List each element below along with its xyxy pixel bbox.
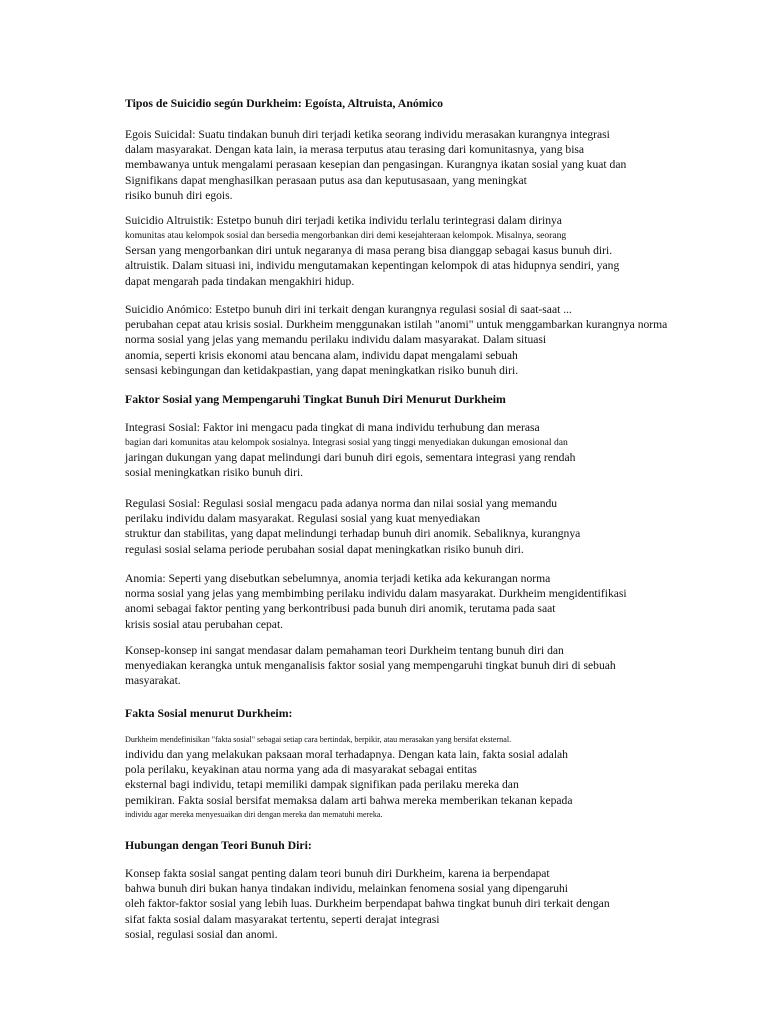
text-line: menyediakan kerangka untuk menganalisis faktor sosial yang mempengaruhi tingkat bunuh diri di sebuah bbox=[125, 659, 616, 673]
paragraph-egois bbox=[125, 127, 705, 203]
text-line: oleh faktor-faktor sosial yang lebih luas. Durkheim berpendapat bahwa tingkat bunuh diri terkait dengan bbox=[125, 897, 610, 911]
paragraph-konsep bbox=[125, 643, 705, 689]
heading-text: Faktor Sosial yang Mempengaruhi Tingkat Bunuh Diri Menurut Durkheim bbox=[125, 392, 506, 406]
text-line: Suicidio Anómico: Estetpo bunuh diri ini terkait dengan kurangnya regulasi sosial di saat-saat ... bbox=[125, 303, 572, 316]
paragraph-altruistik bbox=[125, 213, 705, 289]
text-line: masyarakat. bbox=[125, 674, 181, 688]
text-line: dalam masyarakat. Dengan kata lain, ia merasa terputus atau terasing dari komunitasnya, yang bisa bbox=[125, 143, 585, 157]
paragraph-anomico bbox=[125, 302, 705, 378]
text-line: altruistik. Dalam situasi ini, individu mengutamakan kepentingan kelompok di atas hidupnya sendiri, yang bbox=[125, 259, 620, 273]
section-heading-fakta bbox=[125, 705, 705, 721]
text-line: perubahan cepat atau krisis sosial. Durkheim menggunakan istilah "anomi" untuk menggambarkan kurangnya norma bbox=[125, 318, 668, 332]
paragraph-integrasi bbox=[125, 420, 705, 481]
text-line: sosial meningkatkan risiko bunuh diri. bbox=[125, 466, 304, 480]
text-line: Egois Suicidal: Suatu tindakan bunuh diri terjadi ketika seorang individu merasakan kurangnya integrasi bbox=[125, 128, 610, 141]
text-line: dapat mengarah pada tindakan mengakhiri hidup. bbox=[125, 274, 355, 288]
section-heading-faktor bbox=[125, 391, 705, 407]
paragraph-hubungan bbox=[125, 866, 705, 942]
text-line: regulasi sosial selama periode perubahan sosial dapat meningkatkan risiko bunuh diri. bbox=[125, 542, 524, 556]
text-line: struktur dan stabilitas, yang dapat melindungi terhadap bunuh diri anomik. Sebaliknya, kurangnya bbox=[125, 527, 581, 541]
paragraph-fakta bbox=[125, 733, 705, 822]
text-line: sensasi kebingungan dan ketidakpastian, yang dapat meningkatkan risiko bunuh diri. bbox=[125, 363, 519, 377]
text-line: krisis sosial atau perubahan cepat. bbox=[125, 617, 284, 631]
text-line: Regulasi Sosial: Regulasi sosial mengacu pada adanya norma dan nilai sosial yang memandu bbox=[125, 497, 558, 510]
text-line: Suicidio Altruistik: Estetpo bunuh diri terjadi ketika individu terlalu terintegrasi dalam dirinya bbox=[125, 214, 562, 227]
text-line: Anomia: Seperti yang disebutkan sebelumnya, anomia terjadi ketika ada kekurangan norma bbox=[125, 572, 551, 585]
text-line: eksternal bagi individu, tetapi memiliki dampak signifikan pada perilaku mereka dan bbox=[125, 778, 519, 792]
title-text: Tipos de Suicidio según Durkheim: Egoísta, Altruista, Anómico bbox=[125, 96, 444, 110]
section-heading-hubungan bbox=[125, 837, 705, 853]
text-line: bahwa bunuh diri bukan hanya tindakan individu, melainkan fenomena sosial yang dipengaruhi bbox=[125, 882, 569, 896]
text-line: norma sosial yang jelas yang membimbing perilaku individu dalam masyarakat. Durkheim mengidentifikasi bbox=[125, 587, 627, 601]
text-line: Durkheim mendefinisikan "fakta sosial" sebagai setiap cara bertindak, berpikir, atau merasakan yang bersifat eksternal. bbox=[125, 735, 512, 744]
text-line: individu dan yang melakukan paksaan moral terhadapnya. Dengan kata lain, fakta sosial adalah bbox=[125, 748, 568, 761]
text-line: norma sosial yang jelas yang memandu perilaku individu dalam masyarakat. Dalam situasi bbox=[125, 333, 547, 347]
text-line: anomia, seperti krisis ekonomi atau bencana alam, individu dapat mengalami sebuah bbox=[125, 348, 518, 362]
text-line: jaringan dukungan yang dapat melindungi dari bunuh diri egois, sementara integrasi yang rendah bbox=[125, 451, 576, 465]
text-line: membawanya untuk mengalami perasaan kesepian dan pengasingan. Kurangnya ikatan sosial yang kuat dan bbox=[125, 158, 627, 172]
text-line: sosial, regulasi sosial dan anomi. bbox=[125, 927, 278, 941]
document-title bbox=[125, 95, 705, 111]
text-line: Signifikans dapat menghasilkan perasaan putus asa dan keputusasaan, yang meningkat bbox=[125, 173, 527, 187]
heading-text: Fakta Sosial menurut Durkheim: bbox=[125, 706, 293, 720]
text-line: anomi sebagai faktor penting yang berkontribusi pada bunuh diri anomik, terutama pada saat bbox=[125, 602, 556, 616]
text-line: Konsep-konsep ini sangat mendasar dalam pemahaman teori Durkheim tentang bunuh diri dan bbox=[125, 644, 564, 657]
heading-text: Hubungan dengan Teori Bunuh Diri: bbox=[125, 838, 312, 852]
text-line: Konsep fakta sosial sangat penting dalam teori bunuh diri Durkheim, karena ia berpendapat bbox=[125, 867, 550, 880]
text-line: pemikiran. Fakta sosial bersifat memaksa dalam arti bahwa mereka memberikan tekanan kepada bbox=[125, 793, 573, 807]
text-line: perilaku individu dalam masyarakat. Regulasi sosial yang kuat menyediakan bbox=[125, 512, 481, 526]
text-line: risiko bunuh diri egois. bbox=[125, 188, 233, 202]
text-line: pola perilaku, keyakinan atau norma yang ada di masyarakat sebagai entitas bbox=[125, 763, 477, 777]
paragraph-anomia bbox=[125, 571, 705, 632]
text-line: individu agar mereka menyesuaikan diri dengan mereka dan mematuhi mereka. bbox=[125, 809, 383, 819]
text-line: Sersan yang mengorbankan diri untuk negaranya di masa perang bisa dianggap sebagai kasus bunuh diri. bbox=[125, 244, 613, 258]
text-line: komunitas atau kelompok sosial dan bersedia mengorbankan diri demi kesejahteraan kelompok. Misalnya, seorang bbox=[125, 230, 567, 242]
text-line: Integrasi Sosial: Faktor ini mengacu pada tingkat di mana individu terhubung dan merasa bbox=[125, 421, 540, 434]
text-line: bagian dari komunitas atau kelompok sosialnya. Integrasi sosial yang tinggi menyediakan dukungan emosional dan bbox=[125, 437, 568, 449]
text-line: sifat fakta sosial dalam masyarakat tertentu, seperti derajat integrasi bbox=[125, 912, 440, 926]
paragraph-regulasi bbox=[125, 496, 705, 557]
